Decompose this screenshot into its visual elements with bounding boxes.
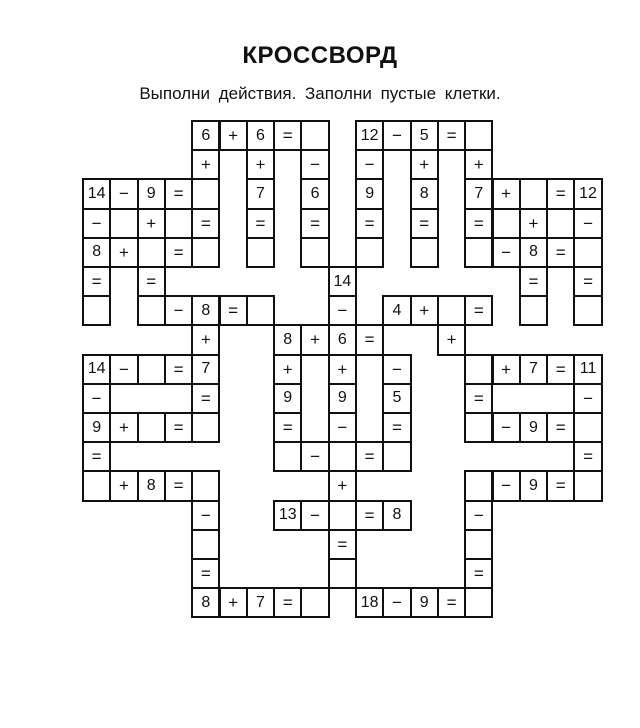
empty-cell[interactable] — [246, 295, 275, 326]
crossword-cell: − — [382, 587, 411, 618]
crossword-cell: = — [164, 470, 193, 501]
empty-cell[interactable] — [573, 412, 602, 443]
empty-cell[interactable] — [82, 470, 111, 501]
crossword-cell: 7 — [464, 178, 493, 209]
empty-cell[interactable] — [573, 237, 602, 268]
crossword-cell: = — [464, 383, 493, 414]
crossword-cell: = — [355, 441, 384, 472]
crossword-cell: + — [109, 237, 138, 268]
empty-cell[interactable] — [191, 529, 220, 560]
crossword-cell: − — [573, 383, 602, 414]
crossword-cell: = — [219, 295, 248, 326]
crossword-cell: + — [519, 208, 548, 239]
crossword-cell: = — [355, 208, 384, 239]
empty-cell[interactable] — [328, 558, 357, 589]
crossword-cell: + — [300, 324, 329, 355]
crossword-cell: 7 — [246, 178, 275, 209]
crossword-cell: + — [246, 149, 275, 180]
empty-cell[interactable] — [191, 178, 220, 209]
empty-cell[interactable] — [464, 120, 493, 151]
crossword-cell: + — [219, 120, 248, 151]
empty-cell[interactable] — [191, 470, 220, 501]
crossword-cell: 14 — [82, 178, 111, 209]
crossword-cell: = — [382, 412, 411, 443]
crossword-cell: − — [191, 500, 220, 531]
empty-cell[interactable] — [273, 441, 302, 472]
empty-cell[interactable] — [573, 295, 602, 326]
crossword-cell: − — [328, 412, 357, 443]
crossword-cell: − — [328, 295, 357, 326]
crossword-cell: − — [300, 500, 329, 531]
crossword-cell: = — [164, 178, 193, 209]
crossword-cell: = — [464, 208, 493, 239]
crossword-cell: + — [410, 149, 439, 180]
crossword-cell: + — [109, 412, 138, 443]
empty-cell[interactable] — [355, 237, 384, 268]
empty-cell[interactable] — [109, 208, 138, 239]
empty-cell[interactable] — [464, 354, 493, 385]
crossword-cell: 9 — [273, 383, 302, 414]
crossword-cell: = — [191, 558, 220, 589]
crossword-cell: 18 — [355, 587, 384, 618]
crossword-cell: = — [164, 412, 193, 443]
empty-cell[interactable] — [191, 237, 220, 268]
crossword-cell: 14 — [82, 354, 111, 385]
crossword-cell: = — [82, 266, 111, 297]
crossword-cell: + — [273, 354, 302, 385]
empty-cell[interactable] — [82, 295, 111, 326]
empty-cell[interactable] — [137, 295, 166, 326]
crossword-cell: 8 — [273, 324, 302, 355]
empty-cell[interactable] — [464, 470, 493, 501]
empty-cell[interactable] — [573, 470, 602, 501]
crossword-cell: 4 — [382, 295, 411, 326]
empty-cell[interactable] — [464, 529, 493, 560]
crossword-cell: − — [300, 441, 329, 472]
crossword-cell: = — [573, 266, 602, 297]
crossword-cell: − — [355, 149, 384, 180]
crossword-cell: = — [273, 587, 302, 618]
crossword-cell: 12 — [355, 120, 384, 151]
crossword-cell: = — [437, 587, 466, 618]
crossword-cell: − — [382, 120, 411, 151]
crossword-cell: 13 — [273, 500, 302, 531]
crossword-cell: 12 — [573, 178, 602, 209]
crossword-cell: 8 — [410, 178, 439, 209]
crossword-cell: + — [191, 149, 220, 180]
crossword-cell: − — [109, 354, 138, 385]
crossword-cell: + — [109, 470, 138, 501]
page-title: КРОССВОРД — [242, 42, 398, 69]
crossword-cell: = — [410, 208, 439, 239]
crossword-cell: 8 — [382, 500, 411, 531]
crossword-cell: = — [328, 529, 357, 560]
empty-cell[interactable] — [328, 441, 357, 472]
crossword-cell: = — [82, 441, 111, 472]
crossword-cell: − — [382, 354, 411, 385]
empty-cell[interactable] — [519, 178, 548, 209]
crossword-cell: = — [546, 470, 575, 501]
crossword-cell: + — [191, 324, 220, 355]
crossword-cell: = — [464, 558, 493, 589]
empty-cell[interactable] — [328, 500, 357, 531]
crossword-cell: 8 — [137, 470, 166, 501]
crossword-cell: 9 — [328, 383, 357, 414]
crossword-cell: = — [546, 178, 575, 209]
crossword-cell: = — [355, 324, 384, 355]
empty-cell[interactable] — [300, 587, 329, 618]
crossword-cell: 8 — [191, 587, 220, 618]
crossword-cell: 9 — [355, 178, 384, 209]
crossword-cell: + — [492, 354, 521, 385]
empty-cell[interactable] — [519, 295, 548, 326]
empty-cell[interactable] — [137, 354, 166, 385]
crossword-cell: = — [519, 266, 548, 297]
crossword-cell: = — [191, 383, 220, 414]
crossword-cell: = — [464, 295, 493, 326]
crossword-cell: + — [410, 295, 439, 326]
crossword-cell: 5 — [382, 383, 411, 414]
empty-cell[interactable] — [546, 208, 575, 239]
crossword-cell: − — [109, 178, 138, 209]
crossword-cell: 9 — [519, 470, 548, 501]
empty-cell[interactable] — [300, 120, 329, 151]
crossword-cell: = — [137, 266, 166, 297]
crossword-cell: − — [164, 295, 193, 326]
crossword-cell: 8 — [191, 295, 220, 326]
empty-cell[interactable] — [164, 208, 193, 239]
crossword-cell: + — [328, 354, 357, 385]
crossword-cell: = — [546, 354, 575, 385]
empty-cell[interactable] — [300, 237, 329, 268]
crossword-cell: − — [492, 237, 521, 268]
crossword-cell: 9 — [519, 412, 548, 443]
crossword-cell: = — [573, 441, 602, 472]
empty-cell[interactable] — [437, 295, 466, 326]
crossword-cell: + — [492, 178, 521, 209]
crossword-cell: 7 — [519, 354, 548, 385]
crossword-cell: = — [546, 237, 575, 268]
crossword-cell: = — [164, 354, 193, 385]
crossword-cell: − — [464, 500, 493, 531]
crossword-cell: 9 — [82, 412, 111, 443]
crossword-cell: 9 — [137, 178, 166, 209]
crossword-cell: 7 — [246, 587, 275, 618]
crossword-cell: − — [82, 208, 111, 239]
crossword-cell: 6 — [328, 324, 357, 355]
crossword-cell: = — [164, 237, 193, 268]
empty-cell[interactable] — [191, 412, 220, 443]
crossword-cell: − — [82, 383, 111, 414]
crossword-cell: = — [191, 208, 220, 239]
crossword-cell: 14 — [328, 266, 357, 297]
crossword-cell: − — [492, 412, 521, 443]
crossword-cell: + — [464, 149, 493, 180]
crossword-cell: 6 — [300, 178, 329, 209]
crossword-cell: − — [573, 208, 602, 239]
crossword-cell: 11 — [573, 354, 602, 385]
empty-cell[interactable] — [382, 441, 411, 472]
crossword-cell: − — [492, 470, 521, 501]
empty-cell[interactable] — [464, 412, 493, 443]
crossword-cell: = — [355, 500, 384, 531]
empty-cell[interactable] — [410, 237, 439, 268]
crossword-cell: = — [246, 208, 275, 239]
crossword-cell: 8 — [519, 237, 548, 268]
empty-cell[interactable] — [137, 412, 166, 443]
crossword-cell: = — [546, 412, 575, 443]
crossword-cell: 6 — [246, 120, 275, 151]
crossword-cell: + — [437, 324, 466, 355]
empty-cell[interactable] — [492, 208, 521, 239]
crossword-cell: 7 — [191, 354, 220, 385]
crossword-cell: = — [437, 120, 466, 151]
crossword-cell: + — [137, 208, 166, 239]
empty-cell[interactable] — [464, 587, 493, 618]
empty-cell[interactable] — [464, 237, 493, 268]
empty-cell[interactable] — [246, 237, 275, 268]
crossword-cell: = — [300, 208, 329, 239]
crossword-cell: 5 — [410, 120, 439, 151]
crossword-cell: = — [273, 412, 302, 443]
crossword-cell: 9 — [410, 587, 439, 618]
crossword-cell: 6 — [191, 120, 220, 151]
crossword-cell: = — [273, 120, 302, 151]
crossword-cell: 8 — [82, 237, 111, 268]
crossword-cell: + — [219, 587, 248, 618]
empty-cell[interactable] — [137, 237, 166, 268]
crossword-cell: + — [328, 470, 357, 501]
crossword-cell: − — [300, 149, 329, 180]
instructions: Выполни действия. Заполни пустые клетки. — [139, 84, 501, 103]
